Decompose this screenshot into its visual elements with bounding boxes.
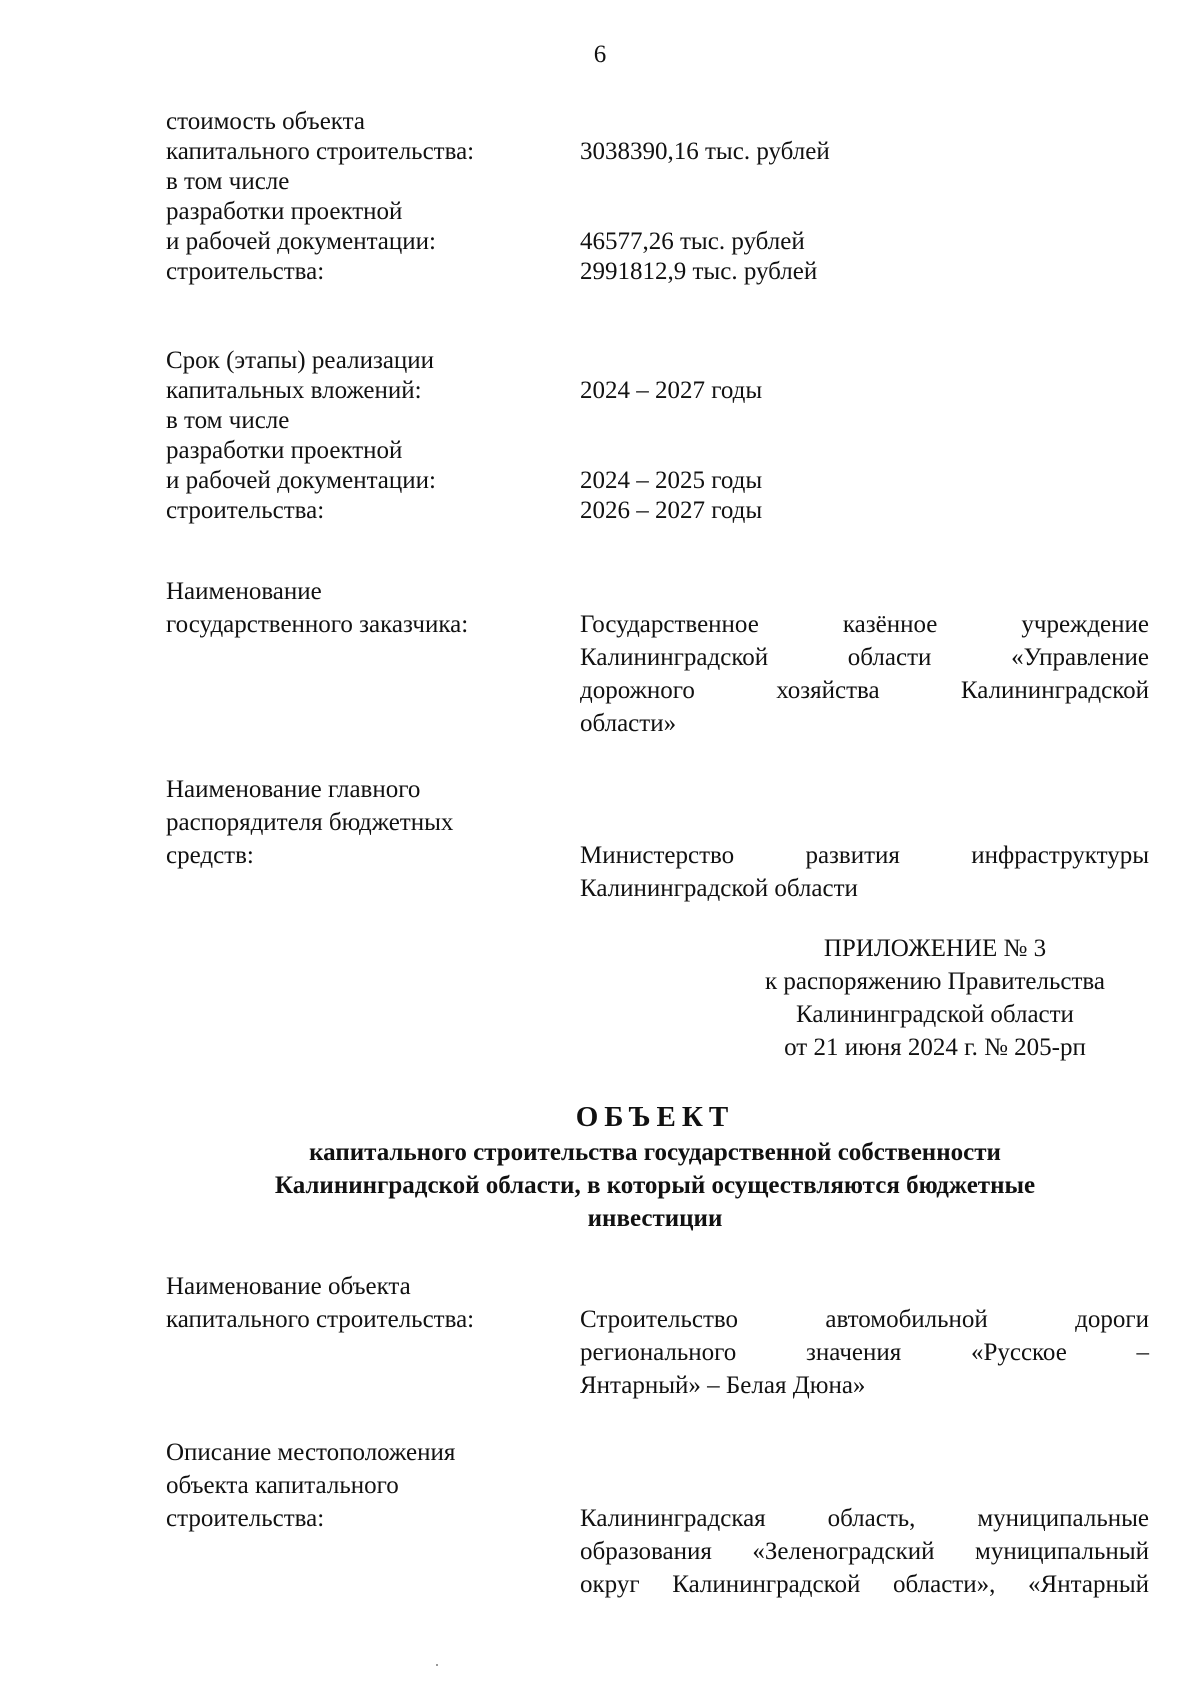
object-name-label-line: капитального строительства: (166, 1306, 475, 1333)
budget-manager-label-line: распорядителя бюджетных (166, 809, 454, 836)
term-label-line: строительства: (166, 497, 325, 524)
customer-value-line: Калининградской области «Управление (580, 644, 1149, 671)
budget-manager-value-line: Министерство развития инфраструктуры (580, 842, 1149, 869)
location-value-line: Калининградская область, муниципальные (580, 1505, 1149, 1532)
cost-label-line: разработки проектной (166, 198, 403, 225)
budget-manager-label-line: средств: (166, 842, 254, 869)
customer-value-line: области» (580, 710, 677, 737)
object-subtitle-line: Калининградской области, в который осуществляются бюджетные (274, 1172, 1036, 1199)
total-term-value: 2024 – 2027 годы (580, 377, 763, 404)
scan-speck (436, 1664, 438, 1666)
design-cost-value: 46577,26 тыс. рублей (580, 228, 805, 255)
appendix-line: от 21 июня 2024 г. № 205-рп (784, 1034, 1086, 1061)
customer-label-line: государственного заказчика: (166, 611, 469, 638)
budget-manager-label-line: Наименование главного (166, 776, 421, 803)
customer-value-line: дорожного хозяйства Калининградской (580, 677, 1149, 704)
customer-label-line: Наименование (166, 578, 322, 605)
object-subtitle-line: капитального строительства государственной собственности (309, 1139, 1001, 1166)
total-cost-value: 3038390,16 тыс. рублей (580, 138, 830, 165)
cost-label-line: стоимость объекта (166, 108, 365, 135)
appendix-line: Калининградской области (796, 1001, 1074, 1028)
appendix-line: к распоряжению Правительства (764, 968, 1105, 995)
object-subtitle-line: инвестиции (587, 1205, 723, 1232)
term-label-line: разработки проектной (166, 437, 403, 464)
construction-term-value: 2026 – 2027 годы (580, 497, 763, 524)
location-value-line: образования «Зеленоградский муниципальный (580, 1538, 1149, 1565)
cost-label-line: строительства: (166, 258, 325, 285)
page-number: 6 (593, 41, 607, 68)
construction-cost-value: 2991812,9 тыс. рублей (580, 258, 818, 285)
cost-label-line: в том числе (166, 168, 290, 195)
location-value-line: округ Калининградской области», «Янтарный (580, 1571, 1149, 1598)
location-label-line: объекта капитального (166, 1472, 399, 1499)
design-term-value: 2024 – 2025 годы (580, 467, 763, 494)
object-name-value-line: Строительство автомобильной дороги (580, 1306, 1149, 1333)
object-name-value-line: Янтарный» – Белая Дюна» (580, 1372, 866, 1399)
location-label-line: строительства: (166, 1505, 325, 1532)
appendix-header (700, 932, 1170, 1064)
location-label-line: Описание местоположения (166, 1439, 456, 1466)
budget-manager-value-line: Калининградской области (580, 875, 858, 902)
object-name-label-line: Наименование объекта (166, 1273, 411, 1300)
cost-label-line: и рабочей документации: (166, 228, 436, 255)
object-name-value-line: регионального значения «Русское – (580, 1339, 1149, 1366)
term-label-line: капитальных вложений: (166, 377, 422, 404)
appendix-line: ПРИЛОЖЕНИЕ № 3 (823, 935, 1047, 962)
object-subtitle (100, 1136, 1200, 1235)
term-label-line: и рабочей документации: (166, 467, 436, 494)
term-label-line: Срок (этапы) реализации (166, 347, 435, 374)
object-title: ОБЪЕКТ (575, 1101, 735, 1133)
customer-value-line: Государственное казённое учреждение (580, 611, 1149, 638)
cost-label-line: капитального строительства: (166, 138, 475, 165)
term-label-line: в том числе (166, 407, 290, 434)
